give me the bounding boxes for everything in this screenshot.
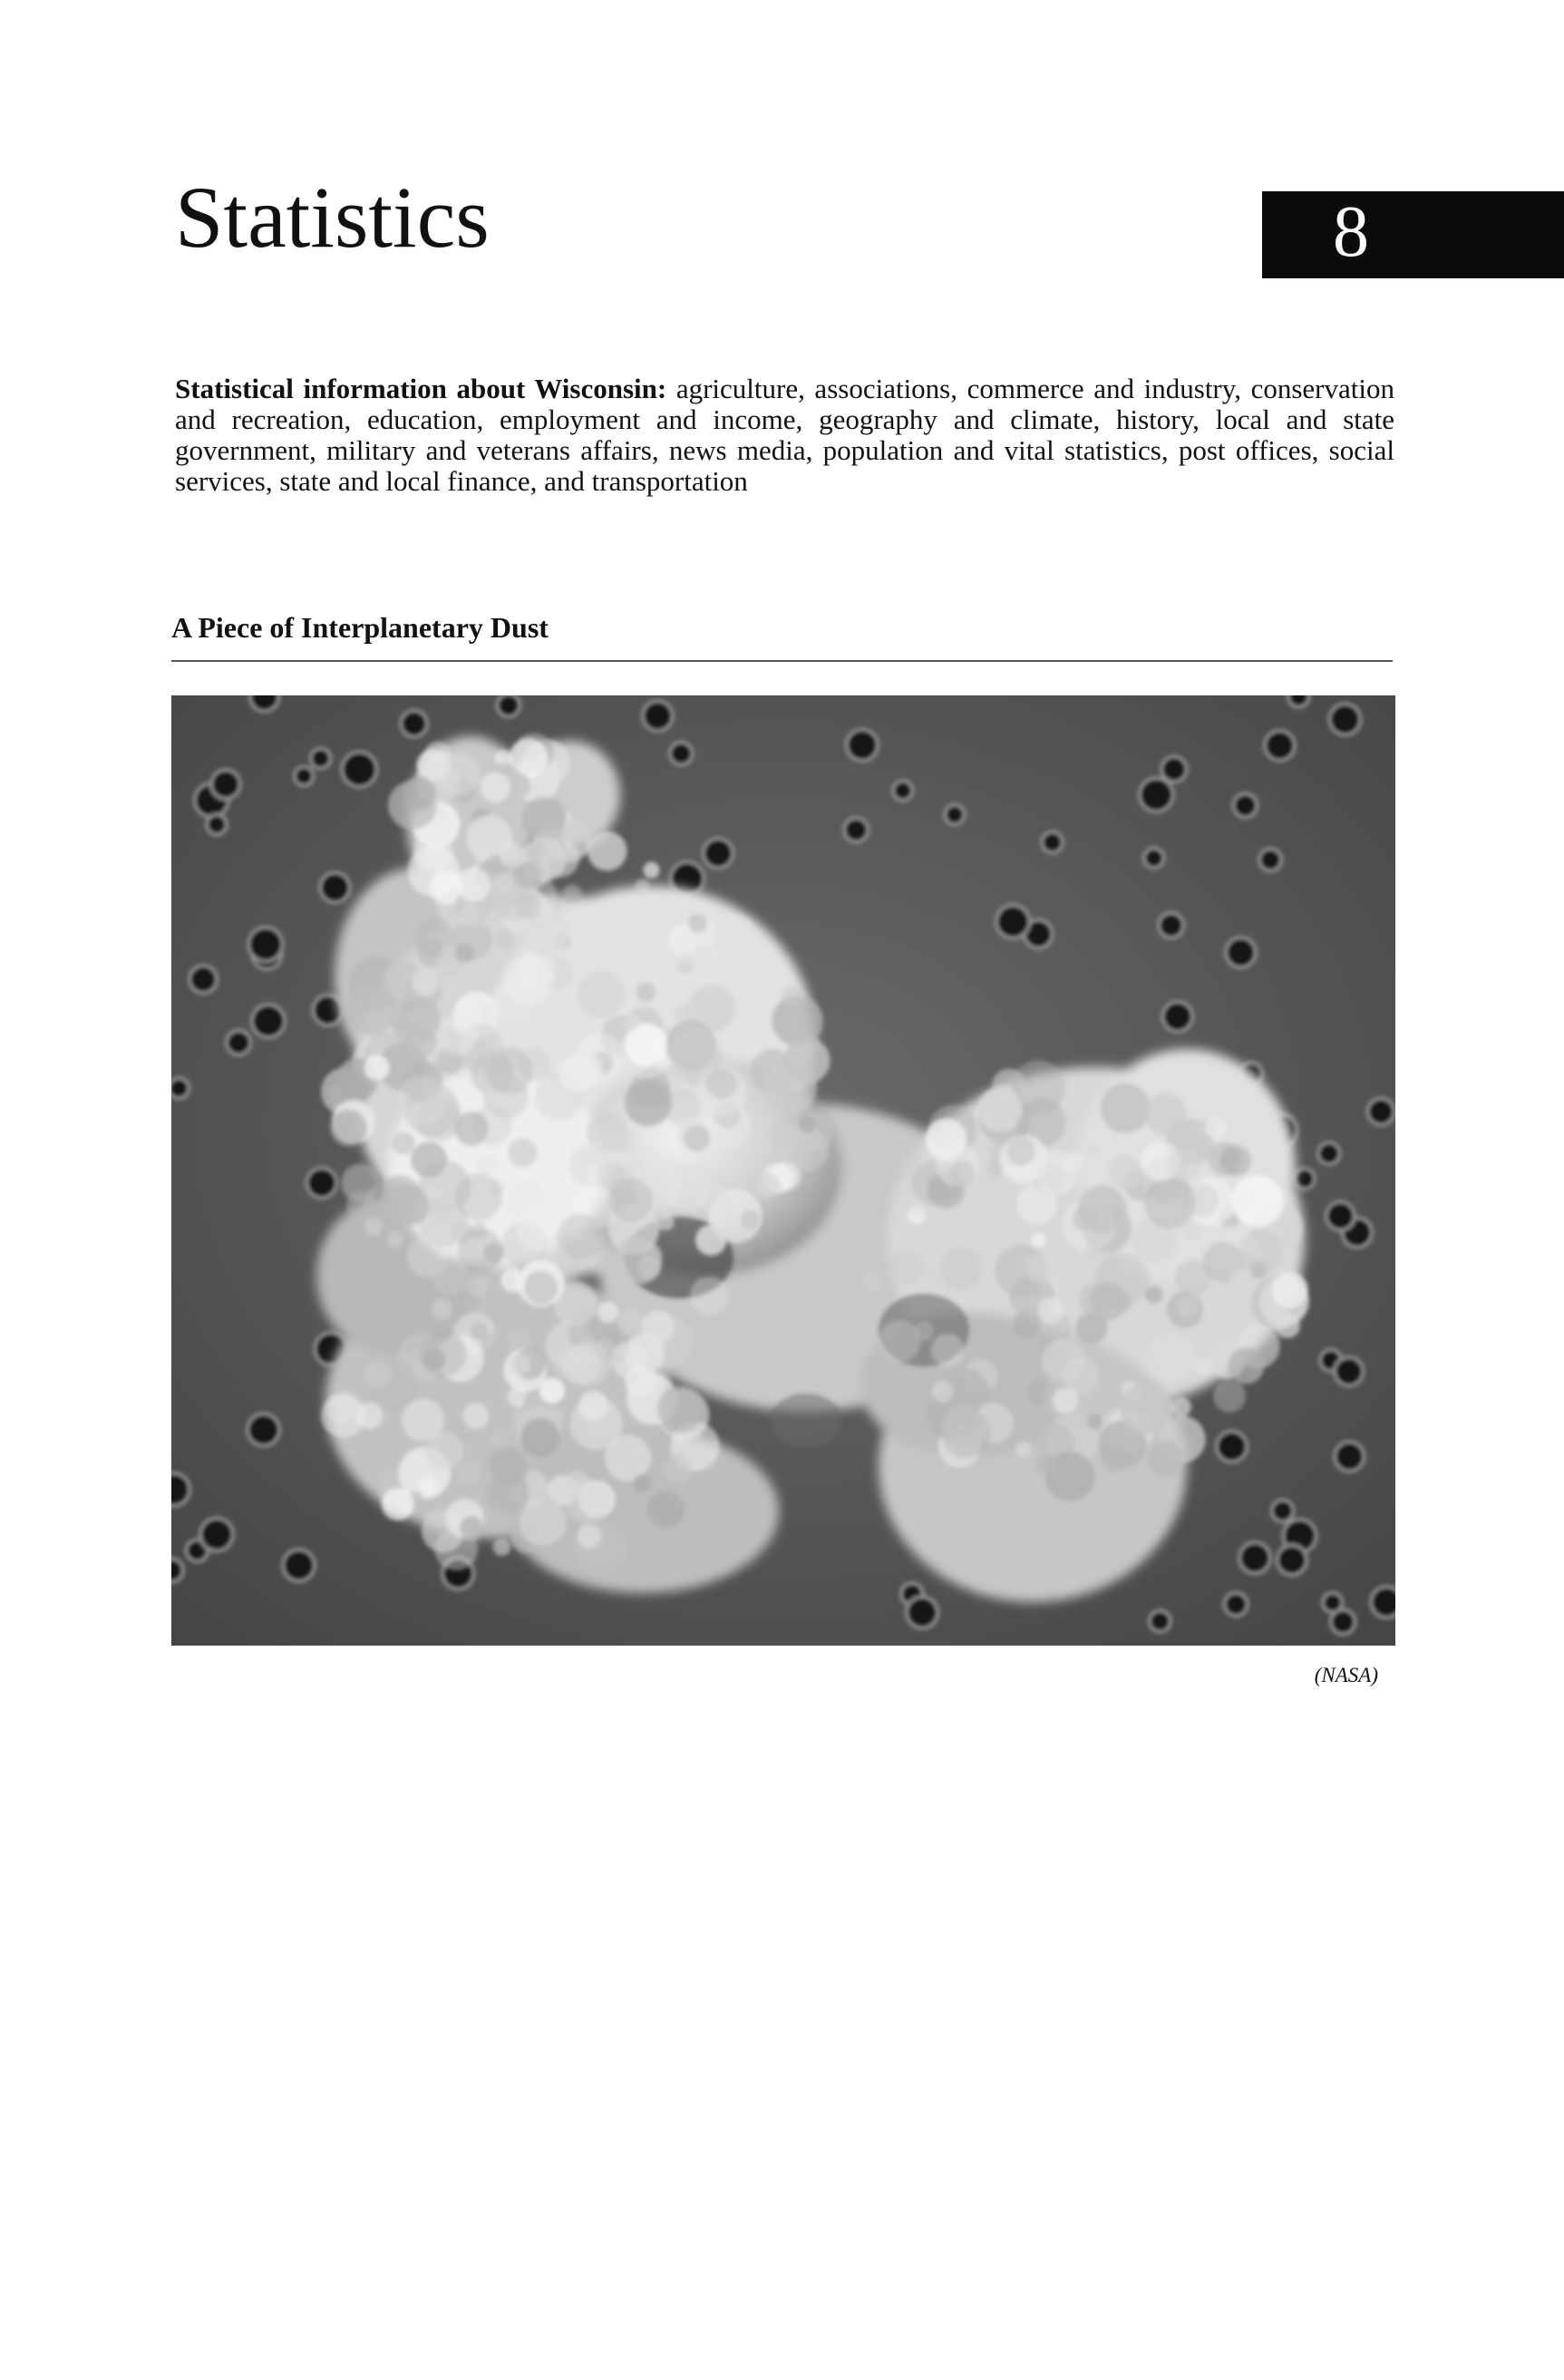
- dust-particle-photo: [171, 695, 1395, 1646]
- figure-divider: [171, 660, 1393, 662]
- photo-credit: (NASA): [1314, 1664, 1378, 1686]
- figure-heading: A Piece of Interplanetary Dust: [171, 611, 549, 644]
- chapter-number: 8: [1333, 192, 1369, 272]
- intro-paragraph: [175, 374, 1394, 497]
- chapter-title: Statistics: [175, 169, 490, 266]
- dust-particle-image: [171, 695, 1395, 1646]
- chapter-tab: [1262, 191, 1564, 278]
- intro-lead: Statistical information about Wisconsin:: [175, 373, 667, 404]
- intro-text: agriculture, associations, commerce and industry, conservation and recreation, education, employment and income, geography and climate, history, local and state government, military and veterans affairs, news media, population and vital statistics, post offices, social services, state and local finance, and transportation: [175, 373, 1394, 497]
